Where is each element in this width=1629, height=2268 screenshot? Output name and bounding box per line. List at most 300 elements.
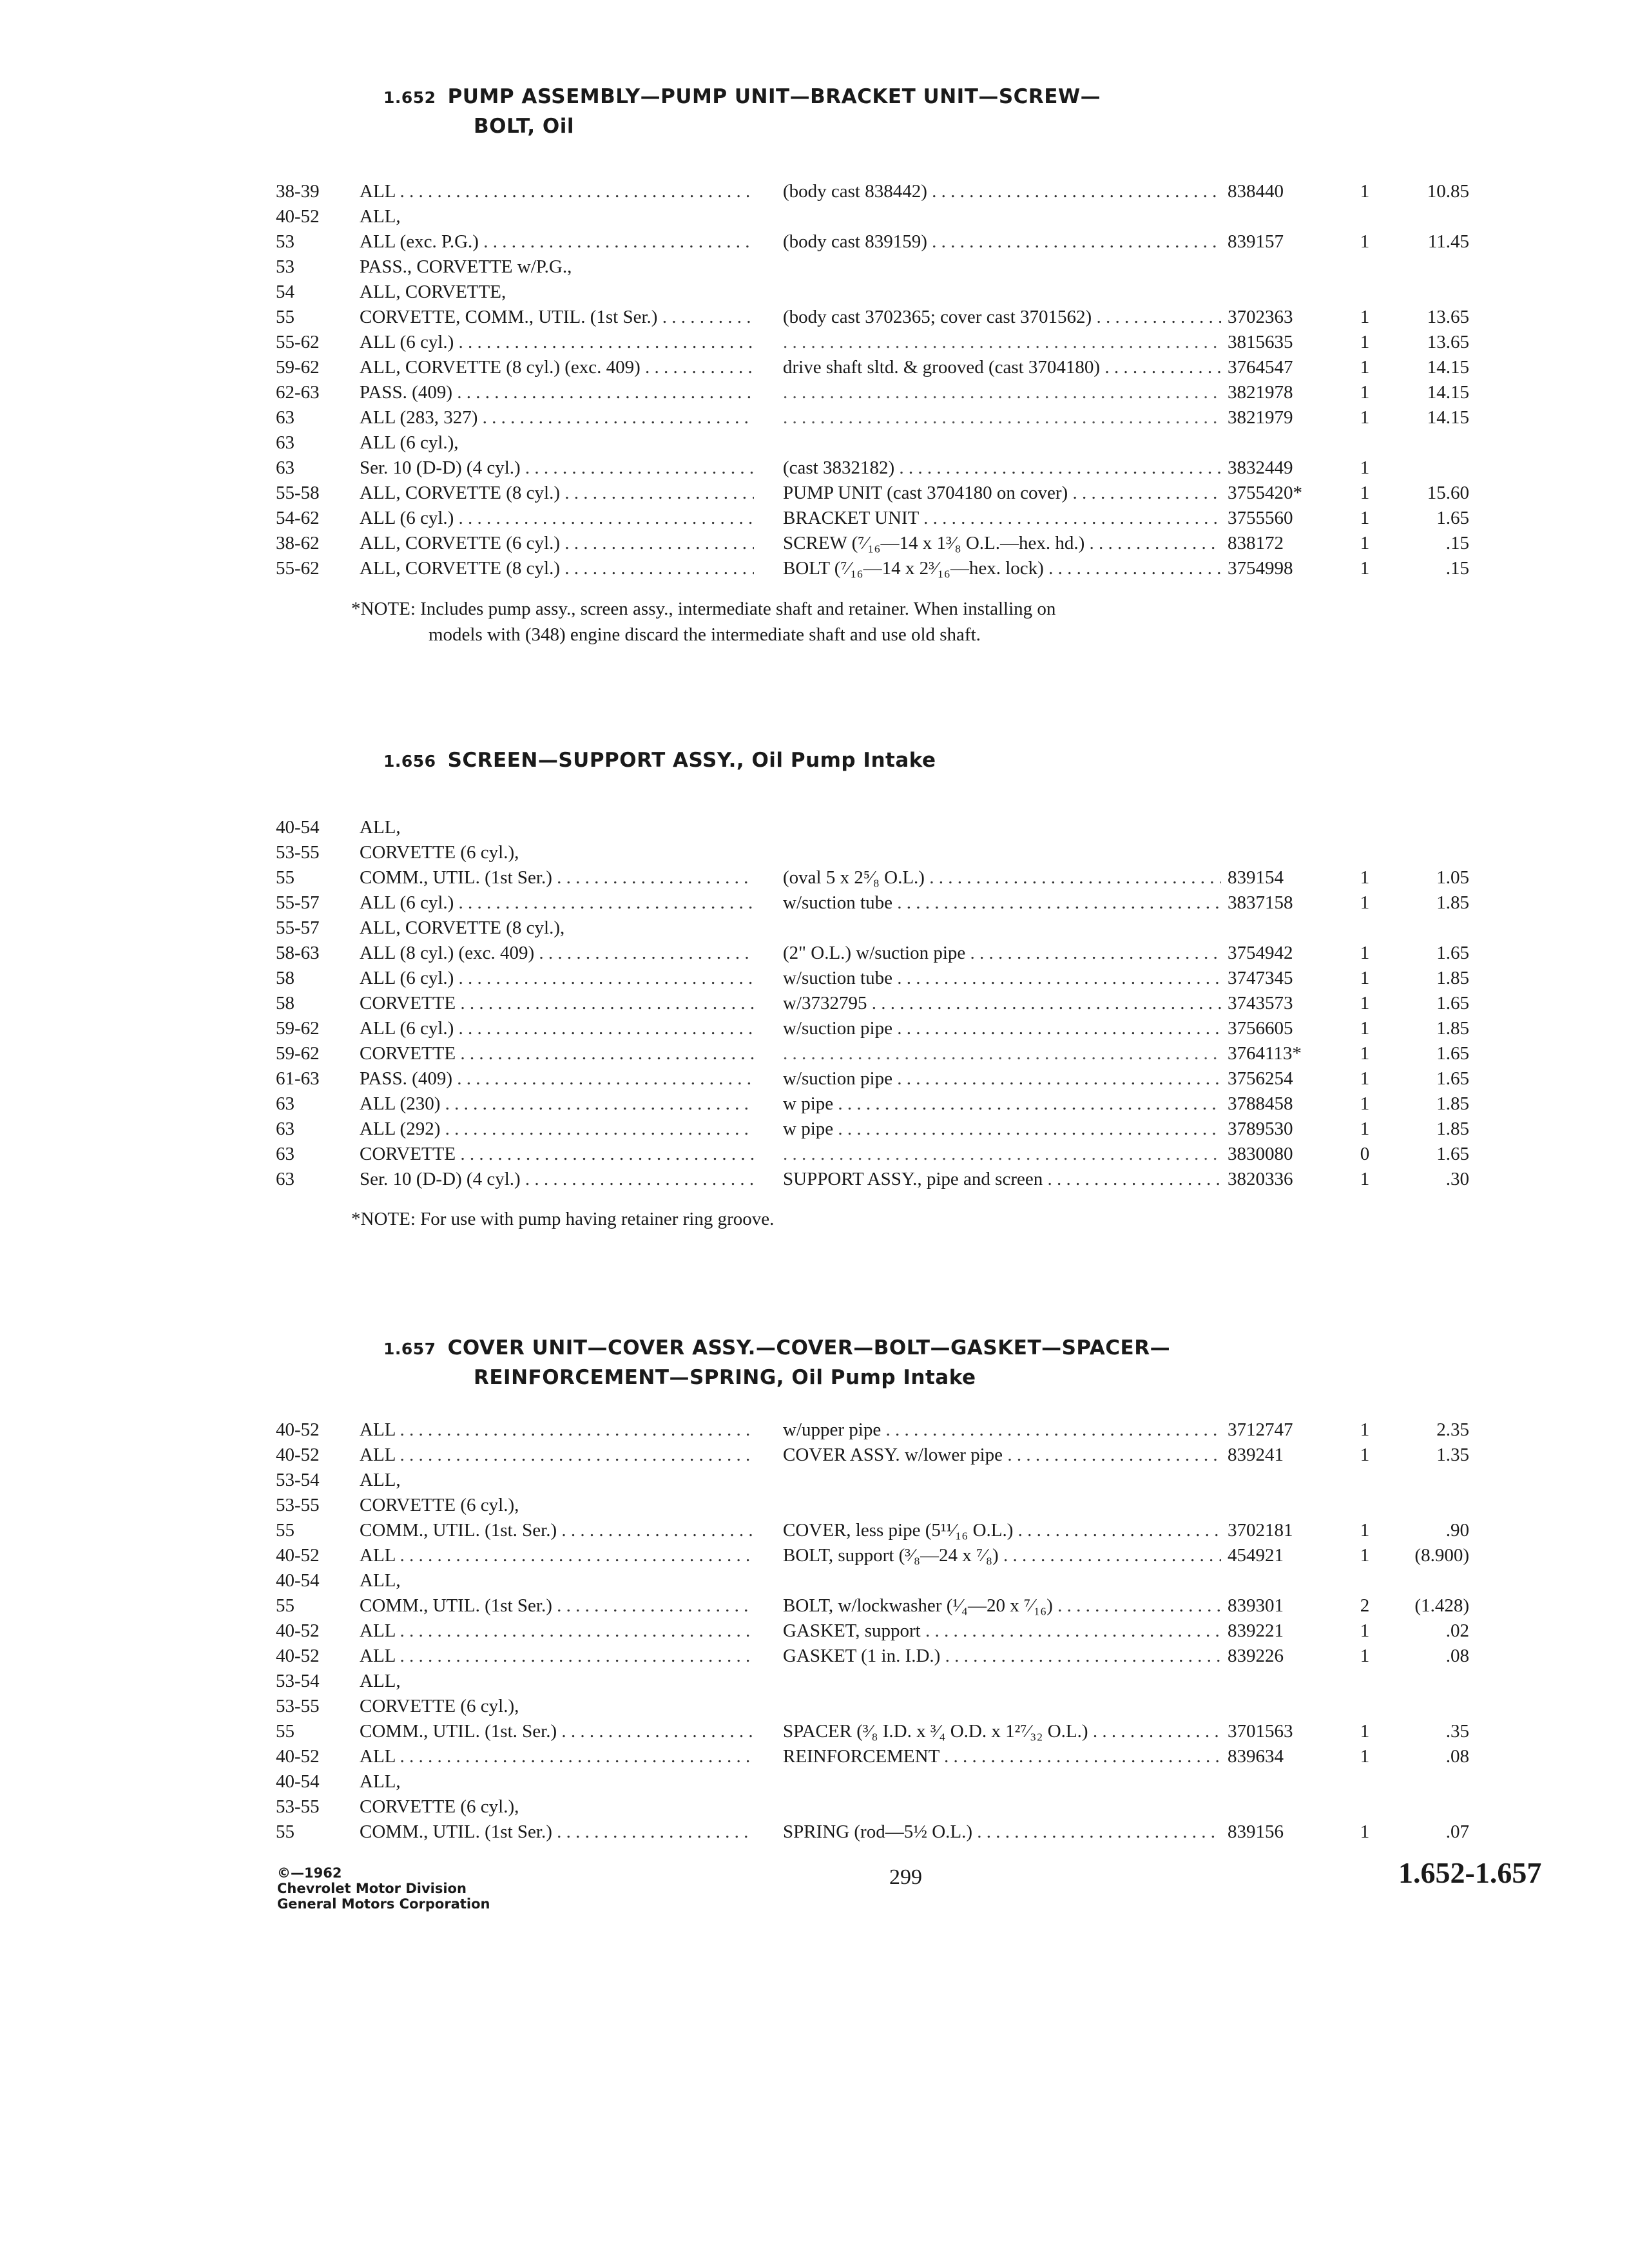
part-number-cell: 839157	[1228, 231, 1284, 252]
table-row	[0, 1794, 1629, 1820]
year-cell: 61-63	[276, 1068, 320, 1089]
quantity-cell: 1	[1360, 533, 1370, 553]
part-number-cell: 3743573	[1228, 993, 1293, 1014]
part-number-cell: 3747345	[1228, 968, 1293, 988]
model-cell: ALL,	[360, 817, 401, 838]
quantity-cell: 1	[1360, 1018, 1370, 1039]
part-number-cell: 3754942	[1228, 943, 1293, 963]
year-cell: 62-63	[276, 382, 320, 403]
description-cell	[783, 1041, 1221, 1066]
price-cell: .35	[1445, 1721, 1469, 1742]
section-title-line2: BOLT, Oil	[474, 115, 575, 138]
year-cell: 40-54	[276, 1570, 320, 1591]
description-cell	[783, 330, 1221, 355]
parts-table	[0, 1418, 1629, 1845]
year-cell: 58-63	[276, 943, 320, 963]
model-cell: ALL (230) . . .	[360, 1091, 754, 1117]
year-cell: 55	[276, 307, 294, 327]
table-row	[0, 1142, 1629, 1167]
year-cell: 53-54	[276, 1470, 320, 1490]
description-cell: w/suction tube . . .	[783, 966, 1221, 991]
year-cell: 55-57	[276, 918, 320, 938]
price-cell: 13.65	[1427, 307, 1469, 327]
model-cell: ALL,	[360, 1671, 401, 1691]
table-row	[0, 330, 1629, 355]
year-cell: 63	[276, 1144, 294, 1164]
note-line1: *NOTE: For use with pump having retainer ring groove.	[351, 1209, 775, 1229]
model-cell: ALL . . .	[360, 1644, 754, 1669]
quantity-cell: 1	[1360, 1620, 1370, 1641]
section-title-line1: PUMP ASSEMBLY—PUMP UNIT—BRACKET UNIT—SCREW—	[447, 85, 1101, 108]
year-cell: 58	[276, 968, 294, 988]
year-cell: 63	[276, 1169, 294, 1189]
price-cell: (8.900)	[1414, 1545, 1469, 1566]
part-number-cell: 839226	[1228, 1646, 1284, 1666]
price-cell: 11.45	[1427, 231, 1469, 252]
year-cell: 53	[276, 256, 294, 277]
part-number-cell: 839634	[1228, 1746, 1284, 1767]
page-number: 299	[889, 1865, 922, 1889]
quantity-cell: 1	[1360, 457, 1370, 478]
year-cell: 53-55	[276, 842, 320, 863]
part-number-cell: 3702181	[1228, 1520, 1293, 1541]
price-cell: .30	[1445, 1169, 1469, 1189]
description-cell: w/3732795 . . .	[783, 991, 1221, 1016]
quantity-cell: 1	[1360, 943, 1370, 963]
model-cell: COMM., UTIL. (1st Ser.) . . .	[360, 865, 754, 890]
table-row	[0, 991, 1629, 1016]
table-row	[0, 1468, 1629, 1493]
table-row	[0, 556, 1629, 581]
table-row	[0, 1443, 1629, 1468]
page-range: 1.652-1.657	[1398, 1856, 1542, 1889]
price-cell: 1.85	[1436, 1119, 1469, 1139]
year-cell: 53	[276, 231, 294, 252]
model-cell: Ser. 10 (D-D) (4 cyl.) . . .	[360, 456, 754, 481]
year-cell: 55	[276, 1520, 294, 1541]
quantity-cell: 0	[1360, 1144, 1370, 1164]
model-cell: ALL . . .	[360, 1418, 754, 1443]
description-cell: (body cast 3702365; cover cast 3701562) . . .	[783, 305, 1221, 330]
quantity-cell: 1	[1360, 1721, 1370, 1742]
price-cell: .08	[1445, 1746, 1469, 1767]
year-cell: 59-62	[276, 357, 320, 378]
model-cell: PASS. (409) . . .	[360, 380, 754, 405]
year-cell: 54	[276, 282, 294, 302]
table-row	[0, 1518, 1629, 1543]
table-row	[0, 1117, 1629, 1142]
model-cell: ALL (6 cyl.),	[360, 432, 459, 453]
quantity-cell: 1	[1360, 407, 1370, 428]
table-row	[0, 1543, 1629, 1568]
table-row	[0, 840, 1629, 865]
model-cell: ALL (283, 327) . . .	[360, 405, 754, 430]
year-cell: 40-52	[276, 1746, 320, 1767]
price-cell: 1.05	[1436, 867, 1469, 888]
year-cell: 40-52	[276, 1646, 320, 1666]
part-number-cell: 3837158	[1228, 892, 1293, 913]
model-cell: CORVETTE (6 cyl.),	[360, 1696, 519, 1716]
description-cell: PUMP UNIT (cast 3704180 on cover) . . .	[783, 481, 1221, 506]
description-cell: COVER, less pipe (5¹¹⁄₁₆ O.L.) . . .	[783, 1518, 1221, 1543]
quantity-cell: 1	[1360, 558, 1370, 579]
price-cell: 1.65	[1436, 508, 1469, 528]
table-row	[0, 815, 1629, 840]
section-heading	[383, 82, 1350, 140]
note-line2: models with (348) engine discard the intermediate shaft and use old shaft.	[429, 624, 981, 645]
year-cell: 53-54	[276, 1671, 320, 1691]
part-number-cell: 838440	[1228, 181, 1284, 202]
part-number-cell: 838172	[1228, 533, 1284, 553]
description-cell: SUPPORT ASSY., pipe and screen . . .	[783, 1167, 1221, 1192]
model-cell: CORVETTE, COMM., UTIL. (1st Ser.) . . .	[360, 305, 754, 330]
description-cell: w/suction pipe . . .	[783, 1066, 1221, 1091]
quantity-cell: 1	[1360, 892, 1370, 913]
part-number-cell: 839301	[1228, 1595, 1284, 1616]
table-row	[0, 355, 1629, 380]
quantity-cell: 1	[1360, 1821, 1370, 1842]
description-cell: GASKET (1 in. I.D.) . . .	[783, 1644, 1221, 1669]
table-row	[0, 430, 1629, 456]
part-number-cell: 3756605	[1228, 1018, 1293, 1039]
part-number-cell: 3821979	[1228, 407, 1293, 428]
model-cell: ALL, CORVETTE (8 cyl.) (exc. 409) . . .	[360, 355, 754, 380]
year-cell: 40-52	[276, 1445, 320, 1465]
quantity-cell: 1	[1360, 181, 1370, 202]
model-cell: ALL (6 cyl.) . . .	[360, 330, 754, 355]
year-cell: 38-62	[276, 533, 320, 553]
description-cell: BOLT, support (³⁄₈—24 x ⁷⁄₈) . . .	[783, 1543, 1221, 1568]
description-cell: (body cast 839159) . . .	[783, 229, 1221, 255]
quantity-cell: 1	[1360, 1545, 1370, 1566]
model-cell: ALL (6 cyl.) . . .	[360, 890, 754, 916]
price-cell: 1.85	[1436, 892, 1469, 913]
table-row	[0, 1418, 1629, 1443]
year-cell: 53-55	[276, 1696, 320, 1716]
year-cell: 63	[276, 407, 294, 428]
table-row	[0, 229, 1629, 255]
description-cell	[783, 1142, 1221, 1167]
model-cell: ALL . . .	[360, 1744, 754, 1769]
quantity-cell: 1	[1360, 1093, 1370, 1114]
table-row	[0, 1744, 1629, 1769]
table-row	[0, 1644, 1629, 1669]
price-cell: 1.85	[1436, 968, 1469, 988]
year-cell: 55	[276, 1821, 294, 1842]
publisher-info	[277, 1865, 490, 1912]
part-number-cell: 3815635	[1228, 332, 1293, 352]
part-number-cell: 3754998	[1228, 558, 1293, 579]
quantity-cell: 1	[1360, 382, 1370, 403]
table-row	[0, 305, 1629, 330]
model-cell: CORVETTE . . .	[360, 991, 754, 1016]
description-cell: GASKET, support . . .	[783, 1619, 1221, 1644]
model-cell: CORVETTE (6 cyl.),	[360, 1796, 519, 1817]
quantity-cell: 1	[1360, 1419, 1370, 1440]
year-cell: 40-54	[276, 1771, 320, 1792]
year-cell: 63	[276, 457, 294, 478]
section-title-line1: SCREEN—SUPPORT ASSY., Oil Pump Intake	[447, 749, 936, 772]
description-cell: SCREW (⁷⁄₁₆—14 x 1³⁄₈ O.L.—hex. hd.) . . .	[783, 531, 1221, 556]
quantity-cell: 1	[1360, 1520, 1370, 1541]
year-cell: 58	[276, 993, 294, 1014]
part-number-cell: 3764547	[1228, 357, 1293, 378]
division-name: Chevrolet Motor Division	[277, 1881, 467, 1896]
model-cell: CORVETTE . . .	[360, 1041, 754, 1066]
price-cell: 1.65	[1436, 1068, 1469, 1089]
table-row	[0, 255, 1629, 280]
model-cell: PASS. (409) . . .	[360, 1066, 754, 1091]
table-row	[0, 1041, 1629, 1066]
table-row	[0, 380, 1629, 405]
description-cell: w/suction pipe . . .	[783, 1016, 1221, 1041]
price-cell: 14.15	[1427, 357, 1469, 378]
price-cell: 1.65	[1436, 993, 1469, 1014]
description-cell: w/upper pipe . . .	[783, 1418, 1221, 1443]
description-cell: (2" O.L.) w/suction pipe . . .	[783, 941, 1221, 966]
price-cell: .90	[1445, 1520, 1469, 1541]
year-cell: 63	[276, 1093, 294, 1114]
model-cell: ALL, CORVETTE,	[360, 282, 506, 302]
year-cell: 55	[276, 1721, 294, 1742]
section-note	[351, 1206, 1292, 1232]
price-cell: 14.15	[1427, 407, 1469, 428]
model-cell: ALL,	[360, 1470, 401, 1490]
quantity-cell: 1	[1360, 1445, 1370, 1465]
section-title-line2: REINFORCEMENT—SPRING, Oil Pump Intake	[474, 1366, 976, 1389]
description-cell: w/suction tube . . .	[783, 890, 1221, 916]
table-row	[0, 1669, 1629, 1694]
model-cell: ALL (8 cyl.) (exc. 409) . . .	[360, 941, 754, 966]
year-cell: 55-57	[276, 892, 320, 913]
year-cell: 55-62	[276, 558, 320, 579]
quantity-cell: 1	[1360, 307, 1370, 327]
model-cell: ALL, CORVETTE (8 cyl.) . . .	[360, 481, 754, 506]
table-row	[0, 966, 1629, 991]
corporation-name: General Motors Corporation	[277, 1896, 490, 1912]
table-row	[0, 890, 1629, 916]
price-cell: .15	[1445, 533, 1469, 553]
quantity-cell: 1	[1360, 357, 1370, 378]
price-cell: 15.60	[1427, 483, 1469, 503]
year-cell: 55	[276, 867, 294, 888]
model-cell: COMM., UTIL. (1st Ser.) . . .	[360, 1820, 754, 1845]
description-cell: (cast 3832182) . . .	[783, 456, 1221, 481]
model-cell: ALL (6 cyl.) . . .	[360, 1016, 754, 1041]
parts-table	[0, 815, 1629, 1192]
quantity-cell: 1	[1360, 508, 1370, 528]
price-cell: 1.35	[1436, 1445, 1469, 1465]
year-cell: 54-62	[276, 508, 320, 528]
year-cell: 55-58	[276, 483, 320, 503]
part-number-cell: 3712747	[1228, 1419, 1293, 1440]
parts-table	[0, 179, 1629, 581]
year-cell: 40-54	[276, 817, 320, 838]
table-row	[0, 865, 1629, 890]
price-cell: 13.65	[1427, 332, 1469, 352]
price-cell: .07	[1445, 1821, 1469, 1842]
quantity-cell: 1	[1360, 1746, 1370, 1767]
part-number-cell: 3701563	[1228, 1721, 1293, 1742]
table-row	[0, 481, 1629, 506]
description-cell: BRACKET UNIT . . .	[783, 506, 1221, 531]
description-cell	[783, 380, 1221, 405]
section-note	[351, 596, 1292, 648]
table-row	[0, 941, 1629, 966]
section-title-line1: COVER UNIT—COVER ASSY.—COVER—BOLT—GASKET—SPACER—	[447, 1336, 1171, 1360]
model-cell: ALL (6 cyl.) . . .	[360, 966, 754, 991]
table-row	[0, 1167, 1629, 1192]
part-number-cell: 3755420*	[1228, 483, 1302, 503]
year-cell: 40-52	[276, 1620, 320, 1641]
price-cell: 10.85	[1427, 181, 1469, 202]
quantity-cell: 1	[1360, 867, 1370, 888]
model-cell: ALL,	[360, 206, 401, 227]
quantity-cell: 1	[1360, 332, 1370, 352]
model-cell: ALL (6 cyl.) . . .	[360, 506, 754, 531]
price-cell: .15	[1445, 558, 1469, 579]
description-cell	[783, 405, 1221, 430]
model-cell: Ser. 10 (D-D) (4 cyl.) . . .	[360, 1167, 754, 1192]
quantity-cell: 1	[1360, 1169, 1370, 1189]
copyright: ©—1962	[277, 1865, 342, 1881]
model-cell: COMM., UTIL. (1st Ser.) . . .	[360, 1593, 754, 1619]
table-row	[0, 1719, 1629, 1744]
table-row	[0, 531, 1629, 556]
part-number-cell: 3820336	[1228, 1169, 1293, 1189]
section-number: 1.657	[383, 1340, 436, 1358]
section-number: 1.656	[383, 752, 436, 771]
price-cell: 1.85	[1436, 1093, 1469, 1114]
year-cell: 53-55	[276, 1796, 320, 1817]
description-cell: w pipe . . .	[783, 1091, 1221, 1117]
note-line1: *NOTE: Includes pump assy., screen assy., intermediate shaft and retainer. When installing on	[351, 599, 1056, 619]
year-cell: 40-52	[276, 206, 320, 227]
part-number-cell: 3788458	[1228, 1093, 1293, 1114]
year-cell: 63	[276, 1119, 294, 1139]
model-cell: ALL (292) . . .	[360, 1117, 754, 1142]
table-row	[0, 506, 1629, 531]
model-cell: ALL . . .	[360, 1443, 754, 1468]
part-number-cell: 839156	[1228, 1821, 1284, 1842]
table-row	[0, 1593, 1629, 1619]
description-cell: SPACER (³⁄₈ I.D. x ³⁄₄ O.D. x 1²⁷⁄₃₂ O.L.) . . .	[783, 1719, 1221, 1744]
model-cell: CORVETTE . . .	[360, 1142, 754, 1167]
section-heading	[383, 746, 1350, 776]
part-number-cell: 3821978	[1228, 382, 1293, 403]
table-row	[0, 1820, 1629, 1845]
part-number-cell: 839241	[1228, 1445, 1284, 1465]
description-cell: REINFORCEMENT . . .	[783, 1744, 1221, 1769]
model-cell: CORVETTE (6 cyl.),	[360, 1495, 519, 1515]
table-row	[0, 1066, 1629, 1091]
model-cell: CORVETTE (6 cyl.),	[360, 842, 519, 863]
description-cell: COVER ASSY. w/lower pipe . . .	[783, 1443, 1221, 1468]
price-cell: 1.85	[1436, 1018, 1469, 1039]
table-row	[0, 204, 1629, 229]
quantity-cell: 1	[1360, 1043, 1370, 1064]
description-cell: (oval 5 x 2⁵⁄₈ O.L.) . . .	[783, 865, 1221, 890]
description-cell: drive shaft sltd. & grooved (cast 3704180) . . .	[783, 355, 1221, 380]
description-cell: w pipe . . .	[783, 1117, 1221, 1142]
part-number-cell: 3830080	[1228, 1144, 1293, 1164]
quantity-cell: 1	[1360, 993, 1370, 1014]
price-cell: 1.65	[1436, 1043, 1469, 1064]
description-cell: (body cast 838442) . . .	[783, 179, 1221, 204]
year-cell: 55	[276, 1595, 294, 1616]
quantity-cell: 1	[1360, 231, 1370, 252]
part-number-cell: 3756254	[1228, 1068, 1293, 1089]
year-cell: 59-62	[276, 1043, 320, 1064]
table-row	[0, 456, 1629, 481]
model-cell: COMM., UTIL. (1st. Ser.) . . .	[360, 1719, 754, 1744]
part-number-cell: 839154	[1228, 867, 1284, 888]
quantity-cell: 1	[1360, 968, 1370, 988]
quantity-cell: 1	[1360, 1068, 1370, 1089]
part-number-cell: 454921	[1228, 1545, 1284, 1566]
model-cell: ALL . . .	[360, 1543, 754, 1568]
quantity-cell: 1	[1360, 483, 1370, 503]
table-row	[0, 1694, 1629, 1719]
table-row	[0, 1493, 1629, 1518]
table-row	[0, 1091, 1629, 1117]
description-cell: BOLT, w/lockwasher (¹⁄₄—20 x ⁷⁄₁₆) . . .	[783, 1593, 1221, 1619]
model-cell: ALL, CORVETTE (6 cyl.) . . .	[360, 531, 754, 556]
model-cell: ALL (exc. P.G.) . . .	[360, 229, 754, 255]
year-cell: 53-55	[276, 1495, 320, 1515]
price-cell: 2.35	[1436, 1419, 1469, 1440]
year-cell: 40-52	[276, 1419, 320, 1440]
model-cell: ALL,	[360, 1570, 401, 1591]
part-number-cell: 3832449	[1228, 457, 1293, 478]
quantity-cell: 1	[1360, 1119, 1370, 1139]
part-number-cell: 3755560	[1228, 508, 1293, 528]
model-cell: ALL,	[360, 1771, 401, 1792]
model-cell: ALL . . .	[360, 179, 754, 204]
model-cell: ALL, CORVETTE (8 cyl.),	[360, 918, 565, 938]
section-number: 1.652	[383, 88, 436, 107]
description-cell: BOLT (⁷⁄₁₆—14 x 2³⁄₁₆—hex. lock) . . .	[783, 556, 1221, 581]
price-cell: .02	[1445, 1620, 1469, 1641]
year-cell: 55-62	[276, 332, 320, 352]
model-cell: COMM., UTIL. (1st. Ser.) . . .	[360, 1518, 754, 1543]
table-row	[0, 1619, 1629, 1644]
quantity-cell: 1	[1360, 1646, 1370, 1666]
year-cell: 63	[276, 432, 294, 453]
model-cell: ALL . . .	[360, 1619, 754, 1644]
part-number-cell: 3702363	[1228, 307, 1293, 327]
part-number-cell: 3789530	[1228, 1119, 1293, 1139]
part-number-cell: 3764113*	[1228, 1043, 1302, 1064]
description-cell: SPRING (rod—5½ O.L.) . . .	[783, 1820, 1221, 1845]
model-cell: ALL, CORVETTE (8 cyl.) . . .	[360, 556, 754, 581]
price-cell: 14.15	[1427, 382, 1469, 403]
section-heading	[383, 1334, 1350, 1392]
quantity-cell: 2	[1360, 1595, 1370, 1616]
year-cell: 38-39	[276, 181, 320, 202]
table-row	[0, 1769, 1629, 1794]
price-cell: (1.428)	[1414, 1595, 1469, 1616]
table-row	[0, 280, 1629, 305]
year-cell: 40-52	[276, 1545, 320, 1566]
price-cell: 1.65	[1436, 1144, 1469, 1164]
table-row	[0, 179, 1629, 204]
table-row	[0, 1568, 1629, 1593]
part-number-cell: 839221	[1228, 1620, 1284, 1641]
price-cell: .08	[1445, 1646, 1469, 1666]
model-cell: PASS., CORVETTE w/P.G.,	[360, 256, 572, 277]
table-row	[0, 916, 1629, 941]
